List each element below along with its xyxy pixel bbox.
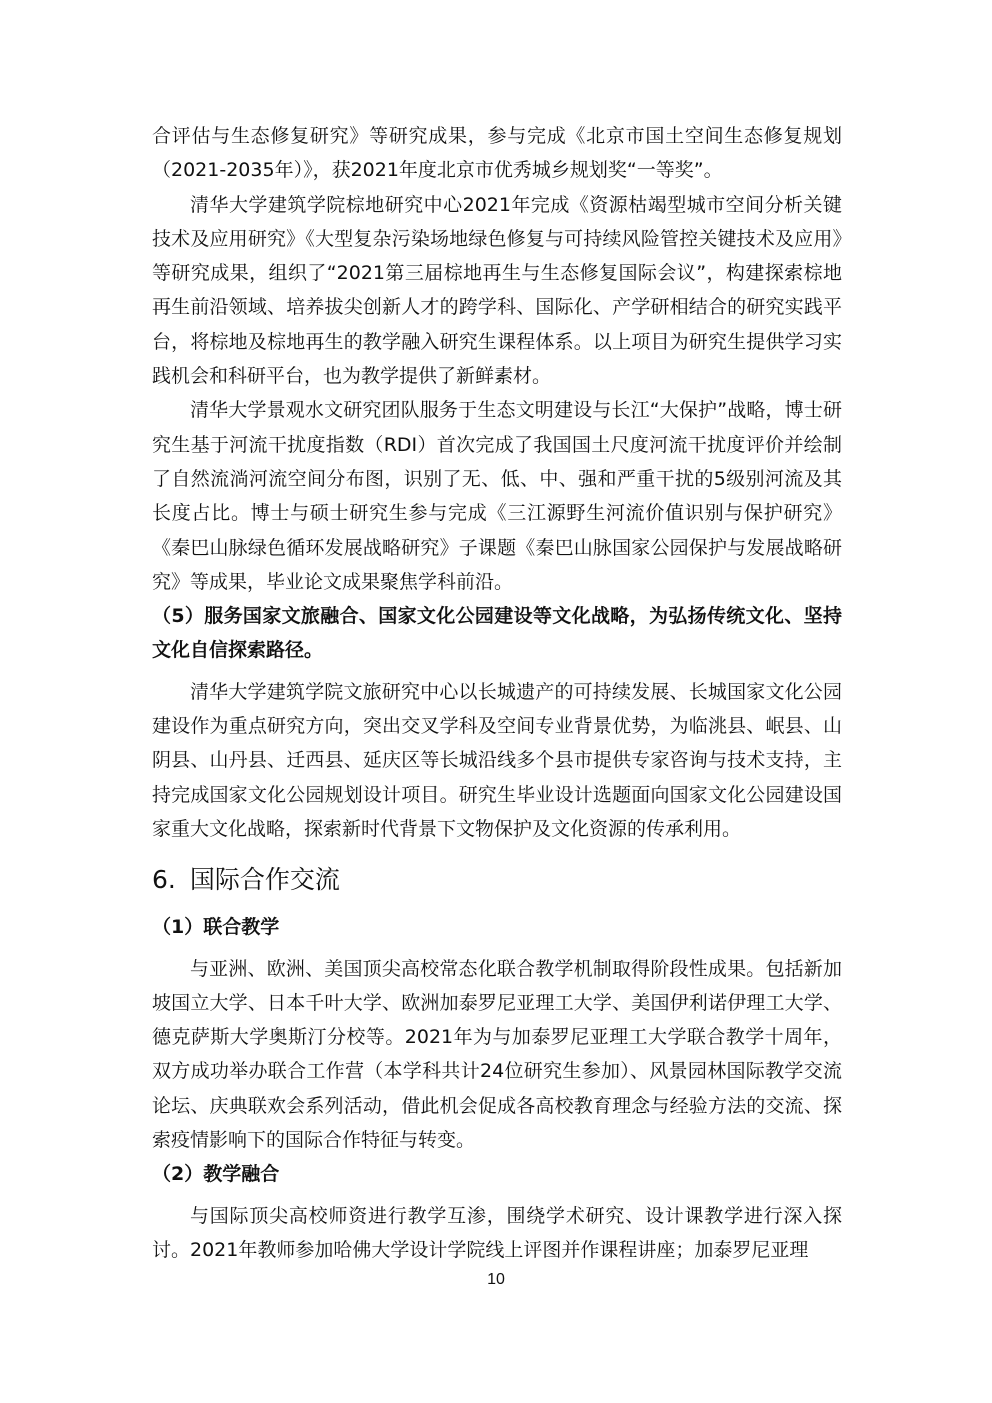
paragraph-landscape-hydrology: 清华大学景观水文研究团队服务于生态文明建设与长江“大保护”战略，博士研究生基于河流干扰度指数（RDI）首次完成了我国国土尺度河流干扰度评价并绘制了自然流淌河流空间分布图，识别了无、低、中、强和严重干扰的5级别河流及其长度占比。博士与硕士研究生参与完成《三江源野生河流价值识别与保护研究》《秦巴山脉绿色循环发展战略研究》子课题《秦巴山脉国家公园保护与发展战略研究》等成果，毕业论文成果聚焦学科前沿。 bbox=[152, 399, 842, 593]
section-number: 6. bbox=[152, 865, 176, 895]
paragraph-joint-teaching: 与亚洲、欧洲、美国顶尖高校常态化联合教学机制取得阶段性成果。包括新加坡国立大学、日本千叶大学、欧洲加泰罗尼亚理工大学、美国伊利诺伊理工大学、德克萨斯大学奥斯汀分校等。2021年为与加泰罗尼亚理工大学联合教学十周年，双方成功举办联合工作营（本学科共计24位研究生参加）、风景园林国际教学交流论坛、庆典联欢会系列活动，借此机会促成各高校教育理念与经验方法的交流、探索疫情影响下的国际合作特征与转变。 bbox=[152, 957, 842, 1152]
paragraph-teaching-integration: 与国际顶尖高校师资进行教学互渗，围绕学术研究、设计课教学进行深入探讨。2021年教师参加哈佛大学设计学院线上评图并作课程讲座；加泰罗尼亚理 bbox=[152, 1204, 842, 1261]
subheading-cultural-strategy: （5）服务国家文旅融合、国家文化公园建设等文化战略，为弘扬传统文化、坚持文化自信探索路径。 bbox=[152, 605, 842, 662]
subheading-teaching-integration: （2）教学融合 bbox=[152, 1163, 280, 1186]
paragraph-continuation: 合评估与生态修复研究》等研究成果，参与完成《北京市国土空间生态修复规划（2021-2035年）》，获2021年度北京市优秀城乡规划奖“一等奖”。 bbox=[152, 125, 842, 182]
page-number: 10 bbox=[487, 1271, 505, 1288]
paragraph-cultural-tourism: 清华大学建筑学院文旅研究中心以长城遗产的可持续发展、长城国家文化公园建设作为重点研究方向，突出交叉学科及空间专业背景优势，为临洮县、岷县、山阴县、山丹县、迁西县、延庆区等长城沿线多个县市提供专家咨询与技术支持，主持完成国家文化公园规划设计项目。研究生毕业设计选题面向国家文化公园建设国家重大文化战略，探索新时代背景下文物保护及文化资源的传承利用。 bbox=[152, 680, 842, 840]
paragraph-brownfield-research: 清华大学建筑学院棕地研究中心2021年完成《资源枯竭型城市空间分析关键技术及应用研究》《大型复杂污染场地绿色修复与可持续风险管控关键技术及应用》等研究成果，组织了“2021第三届棕地再生与生态修复国际会议”，构建探索棕地再生前沿领域、培养拔尖创新人才的跨学科、国际化、产学研相结合的研究实践平台，将棕地及棕地再生的教学融入研究生课程体系。以上项目为研究生提供学习实践机会和科研平台，也为教学提供了新鲜素材。 bbox=[152, 193, 842, 388]
section-title: 国际合作交流 bbox=[189, 865, 340, 895]
page-body bbox=[152, 119, 842, 1267]
subheading-joint-teaching: （1）联合教学 bbox=[152, 916, 280, 939]
section-heading-international-cooperation bbox=[152, 858, 842, 902]
